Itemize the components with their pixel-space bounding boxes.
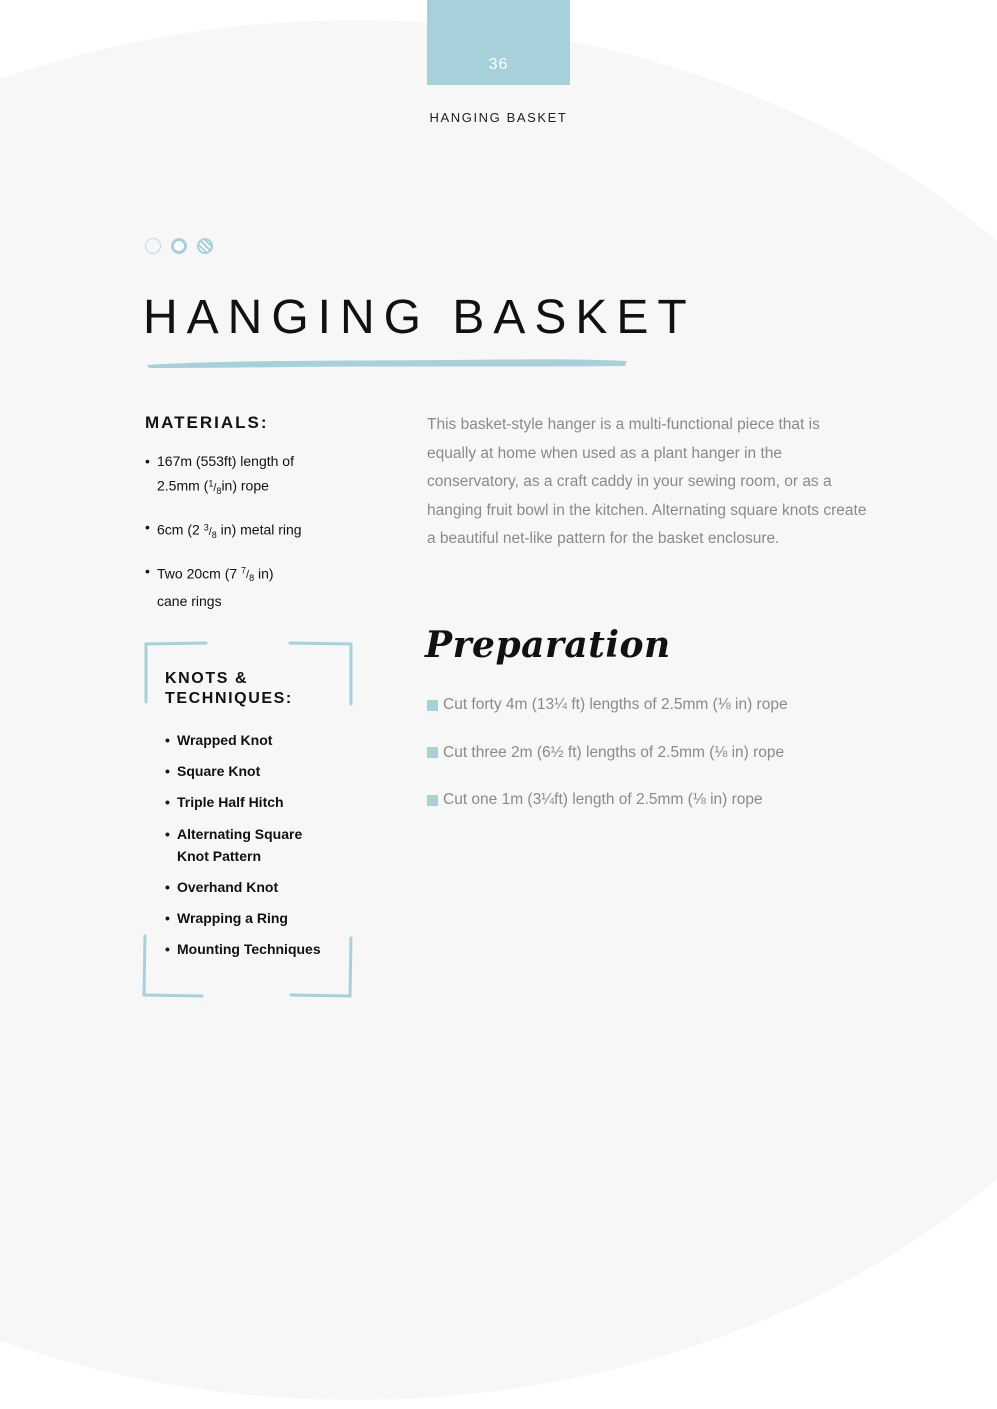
knots-list (165, 729, 340, 969)
list-item: • Wrapping a Ring (165, 907, 340, 929)
fraction: $^1/_8$ (208, 478, 222, 496)
square-bullet-icon (427, 795, 438, 806)
list-item: • Wrapped Knot (165, 729, 340, 751)
list-item: • 167m (553ft) length of 2.5mm $(^1/_8in)$ rope (145, 450, 395, 502)
preparation-heading: Preparation (425, 624, 671, 666)
decorative-dots (145, 238, 213, 254)
list-item: Cut one 1m (3¼ft) length of 2.5mm (⅛ in) rope (427, 787, 867, 813)
list-item: • Alternating Square Knot Pattern (165, 823, 340, 867)
list-item: • Mounting Techniques (165, 938, 340, 960)
outline-circle-icon (145, 238, 161, 254)
ring-circle-icon (171, 238, 187, 254)
intro-paragraph: This basket-style hanger is a multi-functional piece that is equally at home when used as a plant hanger in the conservatory, as a craft caddy in your sewing room, or as a hanging fruit bowl in the kitchen. Alternating square knots create a beautiful net-like pattern for the basket enclosure. (427, 416, 867, 548)
list-item: • 6cm (2 $^3/_8$ in) metal ring (145, 516, 395, 546)
list-item: Cut three 2m (6½ ft) lengths of 2.5mm (⅛ in) rope (427, 740, 867, 766)
list-item: • Square Knot (165, 760, 340, 782)
title-brush-underline (145, 356, 630, 370)
list-item: • Overhand Knot (165, 876, 340, 898)
materials-list (145, 450, 395, 626)
list-item: • Two 20cm (7 $^7/_8$ in) cane rings (145, 560, 395, 612)
list-item: Cut forty 4m (13¼ ft) lengths of 2.5mm (⅛ in) rope (427, 692, 867, 718)
square-bullet-icon (427, 747, 438, 758)
square-bullet-icon (427, 700, 438, 711)
materials-heading: MATERIALS: (145, 413, 269, 432)
fraction: $^7/_8$ (241, 565, 255, 584)
running-head: HANGING BASKET (429, 110, 568, 125)
page-number: 36 (488, 55, 509, 73)
page-title: HANGING BASKET (143, 291, 696, 344)
hatched-circle-icon (197, 238, 213, 254)
fraction: $^3/_8$ (203, 521, 217, 540)
page-number-tab (427, 0, 570, 85)
list-item: • Triple Half Hitch (165, 791, 340, 813)
preparation-list (427, 692, 867, 835)
knots-heading: KNOTS & TECHNIQUES: (165, 670, 293, 707)
